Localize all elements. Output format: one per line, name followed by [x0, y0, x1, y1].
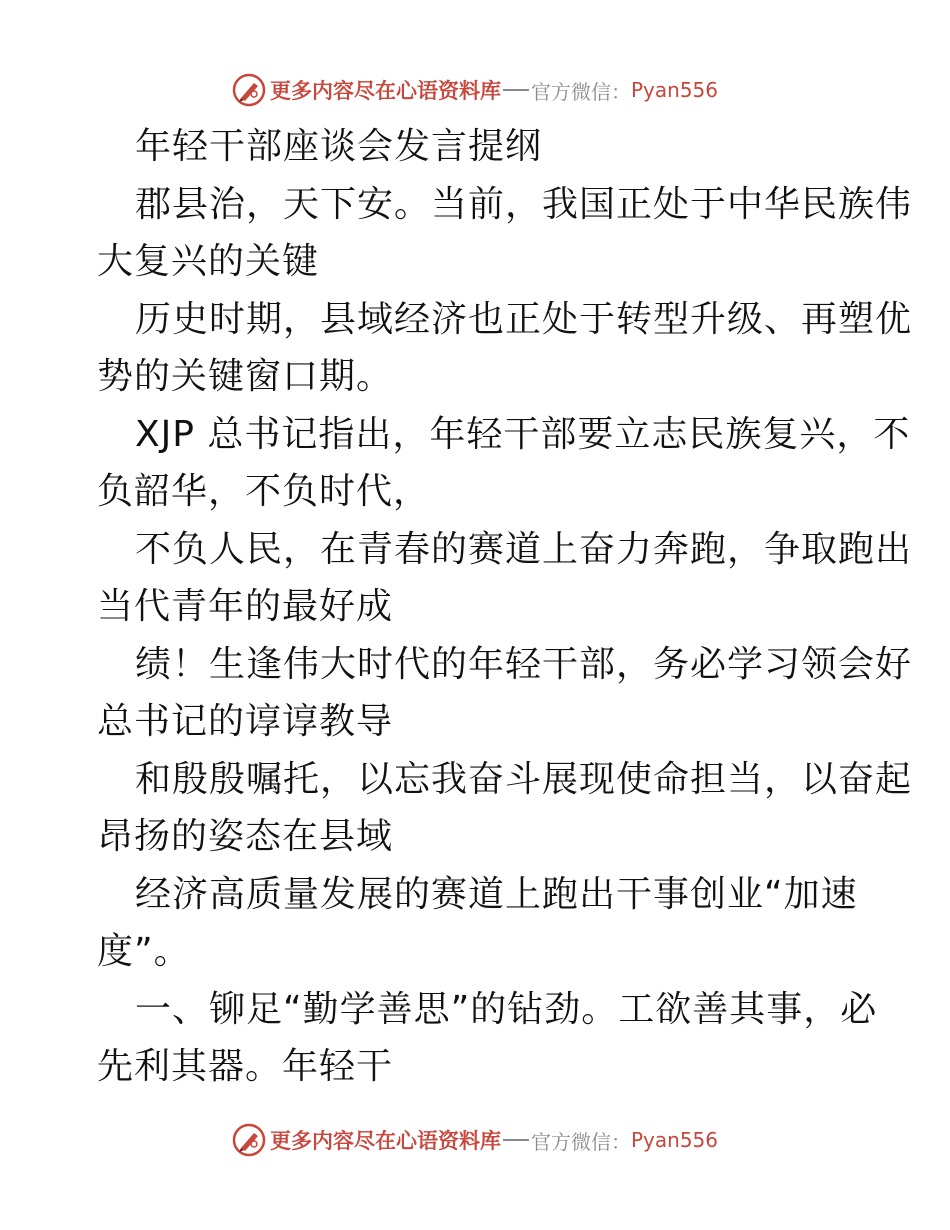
text-line: 负韶华，不负时代， — [97, 471, 431, 512]
text-line: 一、铆足“勤学善思”的钻劲。工欲善其事，必 — [135, 988, 878, 1030]
watermark-dash — [503, 1139, 529, 1141]
watermark-subtitle: 官方微信： — [530, 1129, 631, 1154]
watermark-dash — [503, 89, 529, 91]
text-line: 历史时期，县域经济也正处于转型升级、再塑优 — [135, 298, 913, 340]
watermark-banner-bottom — [0, 1120, 950, 1160]
watermark-title: 更多内容尽在心语资料库 — [269, 78, 501, 103]
document-body — [97, 118, 913, 1096]
text-line: 昂扬的姿态在县域 — [97, 816, 394, 857]
text-line: 大复兴的关键 — [97, 241, 320, 282]
watermark-wechat-id: Pyan556 — [630, 78, 718, 102]
document-title: 年轻干部座谈会发言提纲 — [135, 126, 543, 167]
pen-logo-icon — [232, 73, 266, 107]
text-line: 和殷殷嘱托，以忘我奋斗展现使命担当，以奋起 — [135, 758, 913, 800]
watermark-wechat-id: Pyan556 — [630, 1128, 718, 1152]
text-line: 势的关键窗口期。 — [97, 356, 394, 397]
text-line: 郡县治，天下安。当前，我国正处于中华民族伟 — [135, 183, 913, 225]
text-line: 不负人民，在青春的赛道上奋力奔跑，争取跑出 — [135, 528, 913, 570]
text-line: 总书记的谆谆教导 — [97, 701, 394, 742]
text-line: 度”。 — [97, 931, 191, 972]
pen-logo-icon — [232, 1123, 266, 1157]
text-line: XJP 总书记指出，年轻干部要立志民族复兴，不 — [135, 413, 911, 455]
text-line: 当代青年的最好成 — [97, 586, 394, 627]
text-line: 先利其器。年轻干 — [97, 1046, 394, 1087]
text-line: 绩！生逢伟大时代的年轻干部，务必学习领会好 — [135, 643, 913, 685]
watermark-subtitle: 官方微信： — [530, 79, 631, 104]
watermark-title: 更多内容尽在心语资料库 — [269, 1128, 501, 1153]
text-line: 经济高质量发展的赛道上跑出干事创业“加速 — [135, 873, 858, 915]
watermark-banner-top — [0, 70, 950, 110]
